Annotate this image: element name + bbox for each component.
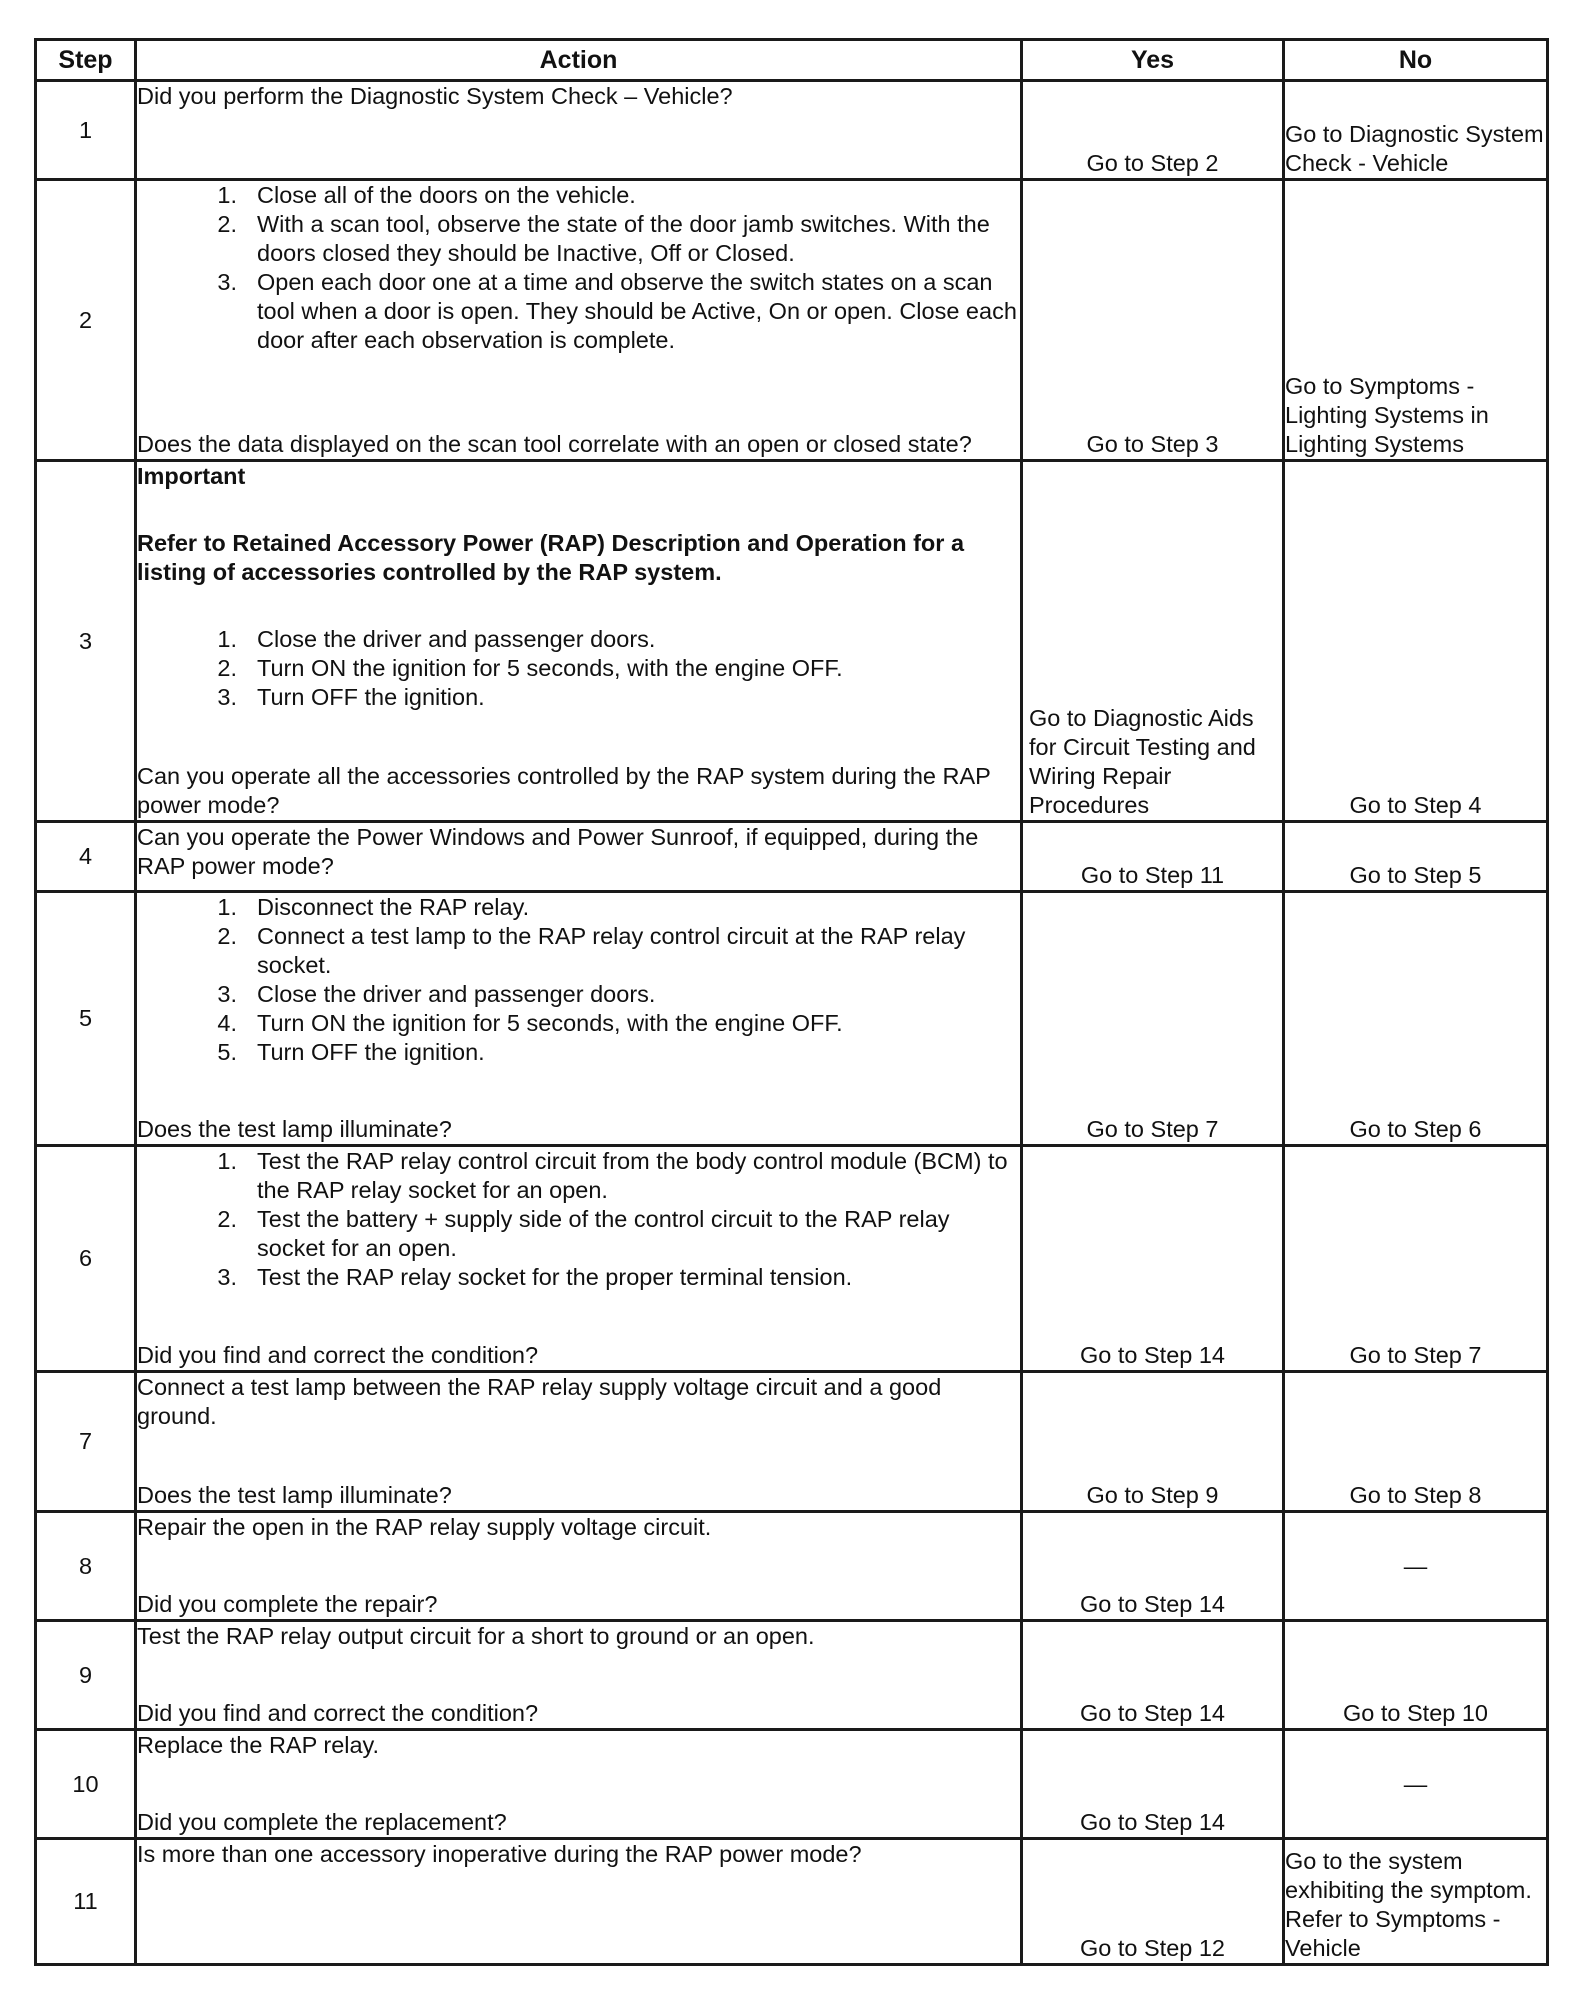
step-number: 6 xyxy=(36,1146,136,1372)
yes-cell: Go to Step 7 xyxy=(1022,892,1284,1146)
action-question: Can you operate all the accessories controlled by the RAP system during the RAP power mode? xyxy=(137,763,991,818)
header-row xyxy=(36,40,1548,81)
list-item: 2. Connect a test lamp to the RAP relay control circuit at the RAP relay socket. xyxy=(217,923,966,978)
action-steps xyxy=(137,181,1020,355)
action-question: Did you perform the Diagnostic System Check – Vehicle? xyxy=(137,83,733,109)
step-number: 11 xyxy=(36,1839,136,1965)
list-item: 1. Close the driver and passenger doors. xyxy=(217,626,656,652)
step-number: 1 xyxy=(36,81,136,180)
list-item: 2. Turn ON the ignition for 5 seconds, with the engine OFF. xyxy=(217,655,843,681)
yes-cell: Go to Step 2 xyxy=(1022,81,1284,180)
yes-cell: Go to Step 3 xyxy=(1022,180,1284,461)
no-cell: — xyxy=(1284,1512,1548,1621)
action-cell xyxy=(136,81,1022,180)
yes-cell: Go to Step 14 xyxy=(1022,1512,1284,1621)
important-note: Refer to Retained Accessory Power (RAP) Description and Operation for a listing of accessories controlled by the RAP system. xyxy=(137,530,965,585)
action-question: Did you find and correct the condition? xyxy=(137,1700,539,1726)
header-no: No xyxy=(1284,40,1548,81)
step-number: 8 xyxy=(36,1512,136,1621)
no-cell: Go to Step 10 xyxy=(1284,1621,1548,1730)
action-steps xyxy=(137,1147,1020,1292)
table-row xyxy=(36,1730,1548,1839)
action-question: Did you find and correct the condition? xyxy=(137,1342,539,1368)
yes-cell: Go to Step 14 xyxy=(1022,1146,1284,1372)
action-cell xyxy=(136,822,1022,892)
action-cell xyxy=(136,180,1022,461)
step-number: 2 xyxy=(36,180,136,461)
action-cell xyxy=(136,1146,1022,1372)
no-cell: Go to Step 7 xyxy=(1284,1146,1548,1372)
list-item: 2. With a scan tool, observe the state of the door jamb switches. With the doors closed they should be Inactive, Off or Closed. xyxy=(217,211,990,266)
action-question: Does the data displayed on the scan tool correlate with an open or closed state? xyxy=(137,431,972,457)
table-row xyxy=(36,180,1548,461)
table-row xyxy=(36,1372,1548,1512)
table-row xyxy=(36,1146,1548,1372)
step-number: 7 xyxy=(36,1372,136,1512)
yes-cell: Go to Step 14 xyxy=(1022,1730,1284,1839)
no-cell: Go to Step 4 xyxy=(1284,461,1548,822)
action-text: Replace the RAP relay. xyxy=(137,1732,380,1758)
diagnostic-table xyxy=(34,38,1549,1966)
list-item: 3. Test the RAP relay socket for the proper terminal tension. xyxy=(217,1264,853,1290)
action-cell xyxy=(136,892,1022,1146)
header-yes: Yes xyxy=(1022,40,1284,81)
yes-cell: Go to Step 11 xyxy=(1022,822,1284,892)
table-row xyxy=(36,1621,1548,1730)
step-number: 5 xyxy=(36,892,136,1146)
action-question: Can you operate the Power Windows and Power Sunroof, if equipped, during the RAP power mode? xyxy=(137,824,979,879)
action-steps xyxy=(137,893,1020,1067)
list-item: 1. Disconnect the RAP relay. xyxy=(217,894,530,920)
table-row xyxy=(36,81,1548,180)
no-cell: Go to the system exhibiting the symptom. Refer to Symptoms - Vehicle xyxy=(1284,1839,1548,1965)
action-cell xyxy=(136,1621,1022,1730)
step-number: 10 xyxy=(36,1730,136,1839)
action-cell xyxy=(136,1512,1022,1621)
table-row xyxy=(36,461,1548,822)
no-cell: Go to Step 8 xyxy=(1284,1372,1548,1512)
action-question: Does the test lamp illuminate? xyxy=(137,1116,452,1142)
yes-cell: Go to Diagnostic Aids for Circuit Testing and Wiring Repair Procedures xyxy=(1022,461,1284,822)
no-cell: Go to Symptoms - Lighting Systems in Lighting Systems xyxy=(1284,180,1548,461)
action-question: Did you complete the replacement? xyxy=(137,1809,507,1835)
list-item: 5. Turn OFF the ignition. xyxy=(217,1039,485,1065)
yes-cell: Go to Step 9 xyxy=(1022,1372,1284,1512)
no-cell: — xyxy=(1284,1730,1548,1839)
important-label: Important xyxy=(137,463,246,489)
header-step: Step xyxy=(36,40,136,81)
action-text: Test the RAP relay output circuit for a short to ground or an open. xyxy=(137,1623,815,1649)
action-question: Is more than one accessory inoperative during the RAP power mode? xyxy=(137,1841,862,1867)
list-item: 3. Turn OFF the ignition. xyxy=(217,684,485,710)
list-item: 1. Test the RAP relay control circuit from the body control module (BCM) to the RAP relay socket for an open. xyxy=(217,1148,1008,1203)
no-cell: Go to Step 6 xyxy=(1284,892,1548,1146)
list-item: 1. Close all of the doors on the vehicle. xyxy=(217,182,636,208)
no-cell: Go to Diagnostic System Check - Vehicle xyxy=(1284,81,1548,180)
table-row xyxy=(36,822,1548,892)
header-action: Action xyxy=(136,40,1022,81)
list-item: 3. Open each door one at a time and observe the switch states on a scan tool when a door is open. They should be Active, On or open. Close each door after each observation is complete. xyxy=(217,269,1017,353)
step-number: 9 xyxy=(36,1621,136,1730)
table-row xyxy=(36,1839,1548,1965)
list-item: 4. Turn ON the ignition for 5 seconds, with the engine OFF. xyxy=(217,1010,843,1036)
step-number: 3 xyxy=(36,461,136,822)
action-question: Did you complete the repair? xyxy=(137,1591,438,1617)
table-row xyxy=(36,1512,1548,1621)
action-text: Connect a test lamp between the RAP relay supply voltage circuit and a good ground. xyxy=(137,1374,942,1429)
step-number: 4 xyxy=(36,822,136,892)
list-item: 2. Test the battery + supply side of the control circuit to the RAP relay socket for an open. xyxy=(217,1206,950,1261)
yes-cell: Go to Step 12 xyxy=(1022,1839,1284,1965)
yes-cell: Go to Step 14 xyxy=(1022,1621,1284,1730)
table-row xyxy=(36,892,1548,1146)
action-cell xyxy=(136,1730,1022,1839)
list-item: 3. Close the driver and passenger doors. xyxy=(217,981,656,1007)
action-steps xyxy=(137,625,1020,712)
action-cell xyxy=(136,1372,1022,1512)
action-cell xyxy=(136,1839,1022,1965)
no-cell: Go to Step 5 xyxy=(1284,822,1548,892)
action-question: Does the test lamp illuminate? xyxy=(137,1482,452,1508)
action-cell xyxy=(136,461,1022,822)
action-text: Repair the open in the RAP relay supply voltage circuit. xyxy=(137,1514,712,1540)
